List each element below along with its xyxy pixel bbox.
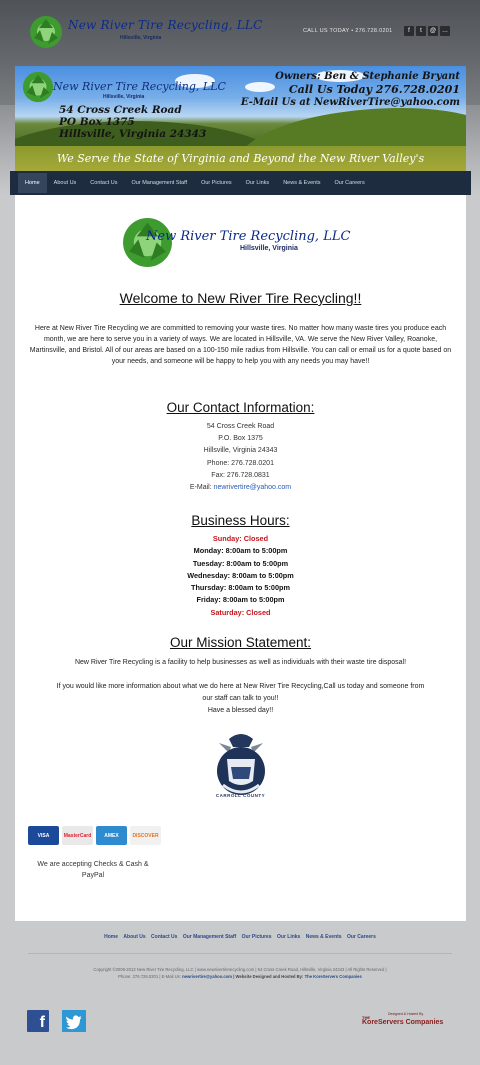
footer-link-about[interactable]: About Us — [123, 934, 146, 940]
nav-links[interactable]: Our Links — [245, 180, 270, 186]
hours-row: Tuesday: 8:00am to 5:00pm — [192, 558, 289, 568]
mission-line: New River Tire Recycling is a facility to help businesses as well as individuals with their waste tire disposal! — [74, 659, 407, 666]
footer-link-home[interactable]: Home — [104, 934, 119, 940]
footer-link-management[interactable]: Our Management Staff — [182, 934, 237, 940]
hours-row: Saturday: Closed — [210, 607, 271, 617]
content-logo-subtitle: Hillsville, Virginia — [240, 245, 298, 252]
banner-tagline: We Serve the State of Virginia and Beyond the New River Valley's — [56, 152, 425, 165]
payment-cards — [28, 826, 161, 845]
call-us-text: CALL US TODAY • 276.728.0201 — [303, 28, 393, 34]
footer-link-pictures[interactable]: Our Pictures — [241, 934, 272, 940]
content-logo-text: New River Tire Recycling, LLC — [146, 229, 351, 244]
banner-title: New River Tire Recycling, LLC — [53, 80, 226, 93]
contact-phone: Phone: 276.728.0201 — [207, 459, 274, 467]
site-logo[interactable] — [28, 12, 263, 52]
footer-nav — [0, 934, 480, 940]
intro-paragraph: Here at New River Tire Recycling we are committed to removing your waste tires. No matter how many waste tires you produce each month, we are here to serve you in a variety of ways. We are located in Hillsville, VA. We serve the New River Valley, Roanoke, Martinsville, and Bristol. All of our areas are based on a 100-150 mile radius from Hillsville. You can call or email us for a quote based on your needs, and someone will be happy to help you with any needs you may have!! — [29, 325, 452, 365]
twitter-icon[interactable] — [62, 1010, 86, 1032]
footer-contact-line — [28, 973, 452, 980]
visa-icon: VISA — [28, 826, 59, 845]
copyright — [28, 966, 452, 980]
footer-link-contact[interactable]: Contact Us — [151, 934, 178, 940]
business-hours — [15, 533, 466, 619]
nav-careers[interactable]: Our Careers — [334, 180, 365, 186]
footer-divider — [28, 953, 452, 954]
address-line: 54 Cross Creek Road — [59, 104, 182, 116]
facebook-icon[interactable]: f — [404, 26, 414, 36]
owners-line: Owners: Ben & Stephanie Bryant — [275, 71, 460, 82]
twitter-icon[interactable]: t — [416, 26, 426, 36]
contact-fax: Fax: 276.728.0831 — [211, 471, 270, 479]
contact-po: P.O. Box 1375 — [218, 435, 263, 443]
kore-the: THE — [362, 1015, 370, 1020]
hours-row: Wednesday: 8:00am to 5:00pm — [187, 570, 294, 580]
contact-heading: Our Contact Information: — [166, 400, 315, 415]
facebook-icon[interactable]: f — [27, 1010, 49, 1032]
email-label: E-Mail: — [189, 484, 212, 492]
mastercard-icon: MasterCard — [62, 826, 93, 845]
seal-text: CARROLL COUNTY — [215, 793, 266, 798]
contact-city: Hillsville, Virginia 24343 — [203, 447, 278, 455]
mission-line: Have a blessed day!! — [207, 707, 274, 714]
nav-about-us[interactable]: About Us — [53, 180, 77, 186]
contact-info — [15, 421, 466, 494]
email-link[interactable]: newrivertire@yahoo.com — [213, 484, 292, 492]
content-logo — [120, 215, 360, 270]
welcome-heading: Welcome to New River Tire Recycling!! — [119, 290, 362, 306]
social-links — [404, 26, 450, 36]
footer-link-news[interactable]: News & Events — [305, 934, 342, 940]
banner-subtitle: Hillsville, Virginia — [103, 94, 145, 100]
nav-management-staff[interactable]: Our Management Staff — [131, 180, 188, 186]
footer-designed: | Website Designed and Hosted By: — [233, 974, 304, 979]
koreservers-logo[interactable] — [360, 1012, 455, 1028]
nav-home[interactable]: Home — [18, 173, 47, 193]
payment-note: We are accepting Checks & Cash & PayPal — [37, 861, 149, 879]
hours-heading: Business Hours: — [191, 513, 290, 528]
hours-row: Friday: 8:00am to 5:00pm — [196, 595, 285, 605]
footer-designer-link[interactable]: The KoreServers Companies — [304, 974, 362, 979]
mission-statement — [15, 657, 466, 717]
hours-row: Monday: 8:00am to 5:00pm — [193, 546, 288, 556]
main-content — [15, 195, 466, 921]
nav-pictures[interactable]: Our Pictures — [201, 180, 232, 186]
discover-icon: DISCOVER — [130, 826, 161, 845]
nav-news-events[interactable]: News & Events — [283, 180, 321, 186]
email-line: E-Mail Us at NewRiverTire@yahoo.com — [240, 97, 460, 108]
footer-email-link[interactable]: newrivertire@yahoo.com — [182, 974, 233, 979]
copyright-line: Copyright ©2009-2013 New River Tire Recycling, LLC | www.newrivertirerecycling.com | 54 Cross Creek Road, Hillsville, Virginia 24343 | All Rights Reserved | — [93, 967, 387, 972]
footer-phone: Phone: 276.728.0201 | E-Mail Us: — [118, 974, 181, 979]
mission-heading: Our Mission Statement: — [169, 635, 312, 650]
contact-email-row — [15, 482, 466, 494]
hero-banner — [15, 66, 466, 171]
amex-icon: AMEX — [96, 826, 127, 845]
nav-contact-us[interactable]: Contact Us — [90, 180, 118, 186]
contact-street: 54 Cross Creek Road — [206, 423, 275, 430]
logo-text: New River Tire Recycling, LLC — [68, 18, 263, 32]
footer-link-careers[interactable]: Our Careers — [346, 934, 376, 940]
address-line: Hillsville, Virginia 24343 — [59, 128, 207, 140]
share-icon[interactable]: … — [442, 28, 448, 34]
kore-name: KoreServers Companies — [362, 1019, 444, 1026]
carroll-county-seal-icon — [209, 729, 273, 799]
hours-row: Sunday: Closed — [212, 534, 269, 543]
hours-row: Thursday: 8:00am to 5:00pm — [191, 583, 290, 593]
banner-owners — [241, 70, 460, 109]
recycle-icon — [28, 14, 64, 50]
main-nav — [10, 171, 471, 195]
logo-subtitle: Hillsville, Virginia — [120, 35, 162, 41]
kore-small-text: Designed & Hosted By — [388, 1012, 424, 1016]
call-line: Call Us Today 276.728.0201 — [288, 83, 460, 96]
email-icon[interactable]: @ — [429, 28, 437, 34]
address-line: PO Box 1375 — [59, 116, 135, 128]
footer-link-links[interactable]: Our Links — [276, 934, 301, 940]
recycle-icon — [21, 70, 55, 104]
banner-address — [59, 104, 206, 140]
mission-line: If you would like more information about what we do here at New River Tire Recycling,Call us today and someone from our staff can talk to you!! — [56, 683, 425, 702]
